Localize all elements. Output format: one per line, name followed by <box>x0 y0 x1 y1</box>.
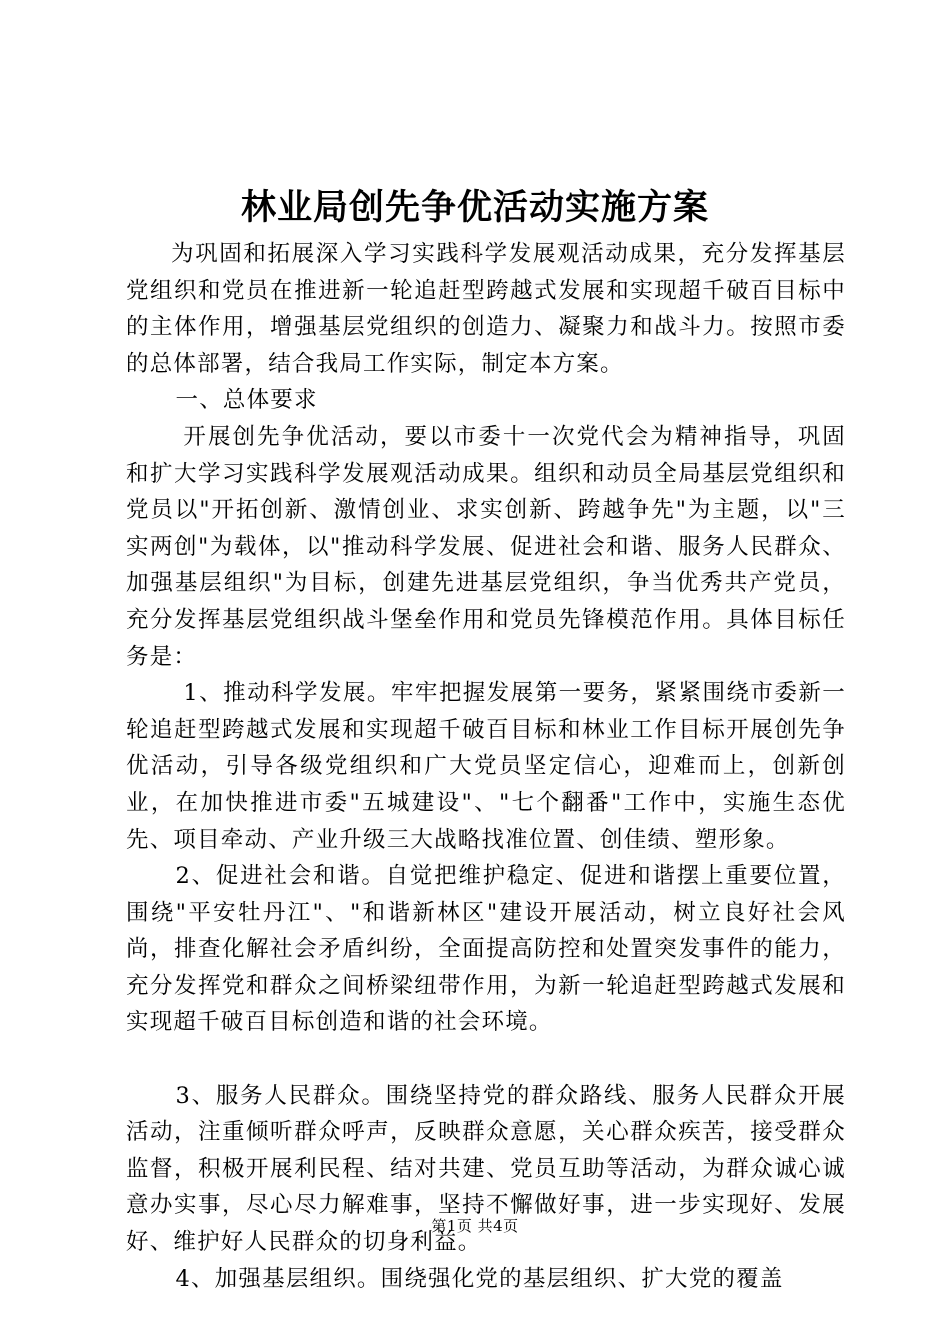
page-footer: 第1页 共4页 <box>431 1217 519 1235</box>
item-3-paragraph: 3、服务人民群众。围绕坚持党的群众路线、服务人民群众开展活动，注重倾听群众呼声，反映群众意愿，关心群众疾苦，接受群众监督，积极开展利民程、结对共建、党员互助等活动，为群众诚心诚意办实事，尽心尽力解难事，坚持不懈做好事，进一步实现好、发展好、维护好人民群众的切身利益。 <box>126 1082 846 1256</box>
item-2-paragraph: 2、促进社会和谐。自觉把维护稳定、促进和谐摆上重要位置，围绕"平安牡丹江"、"和谐新林区"建设开展活动，树立良好社会风尚，排查化解社会矛盾纠纷，全面提高防控和处置突发事件的能力，充分发挥党和群众之间桥梁纽带作用，为新一轮追赶型跨越式发展和实现超千破百目标创造和谐的社会环境。 <box>126 863 846 1036</box>
item-4-paragraph: 4、加强基层组织。围绕强化党的基层组织、扩大党的覆盖 <box>175 1265 784 1292</box>
document-body <box>126 236 846 1297</box>
section-heading-general-requirements: 一、总体要求 <box>175 387 318 414</box>
blank-line <box>126 1041 846 1078</box>
general-requirements-paragraph: 开展创先争优活动，要以市委十一次党代会为精神指导，巩固和扩大学习实践科学发展观活动成果。组织和动员全局基层党组织和党员以"开拓创新、激情创业、求实创新、跨越争先"为主题，以"三实两创"为载体，以"推动科学发展、促进社会和谐、服务人民群众、加强基层组织"为目标，创建先进基层党组织，争当优秀共产党员，充分发挥基层党组织战斗堡垒作用和党员先锋模范作用。具体目标任务是： <box>126 423 846 670</box>
item-1-paragraph: 1、推动科学发展。牢牢把握发展第一要务，紧紧围绕市委新一轮追赶型跨越式发展和实现超千破百目标和林业工作目标开展创先争优活动，引导各级党组织和广大党员坚定信心，迎难而上，创新创业，在加快推进市委"五城建设"、"七个翻番"工作中，实施生态优先、项目牵动、产业升级三大战略找准位置、创佳绩、塑形象。 <box>126 680 846 853</box>
intro-paragraph: 为巩固和拓展深入学习实践科学发展观活动成果，充分发挥基层党组织和党员在推进新一轮追赶型跨越式发展和实现超千破百目标中的主体作用，增强基层党组织的创造力、凝聚力和战斗力。按照市委的总体部署，结合我局工作实际，制定本方案。 <box>126 241 846 377</box>
document-title: 林业局创先争优活动实施方案 <box>240 188 709 228</box>
